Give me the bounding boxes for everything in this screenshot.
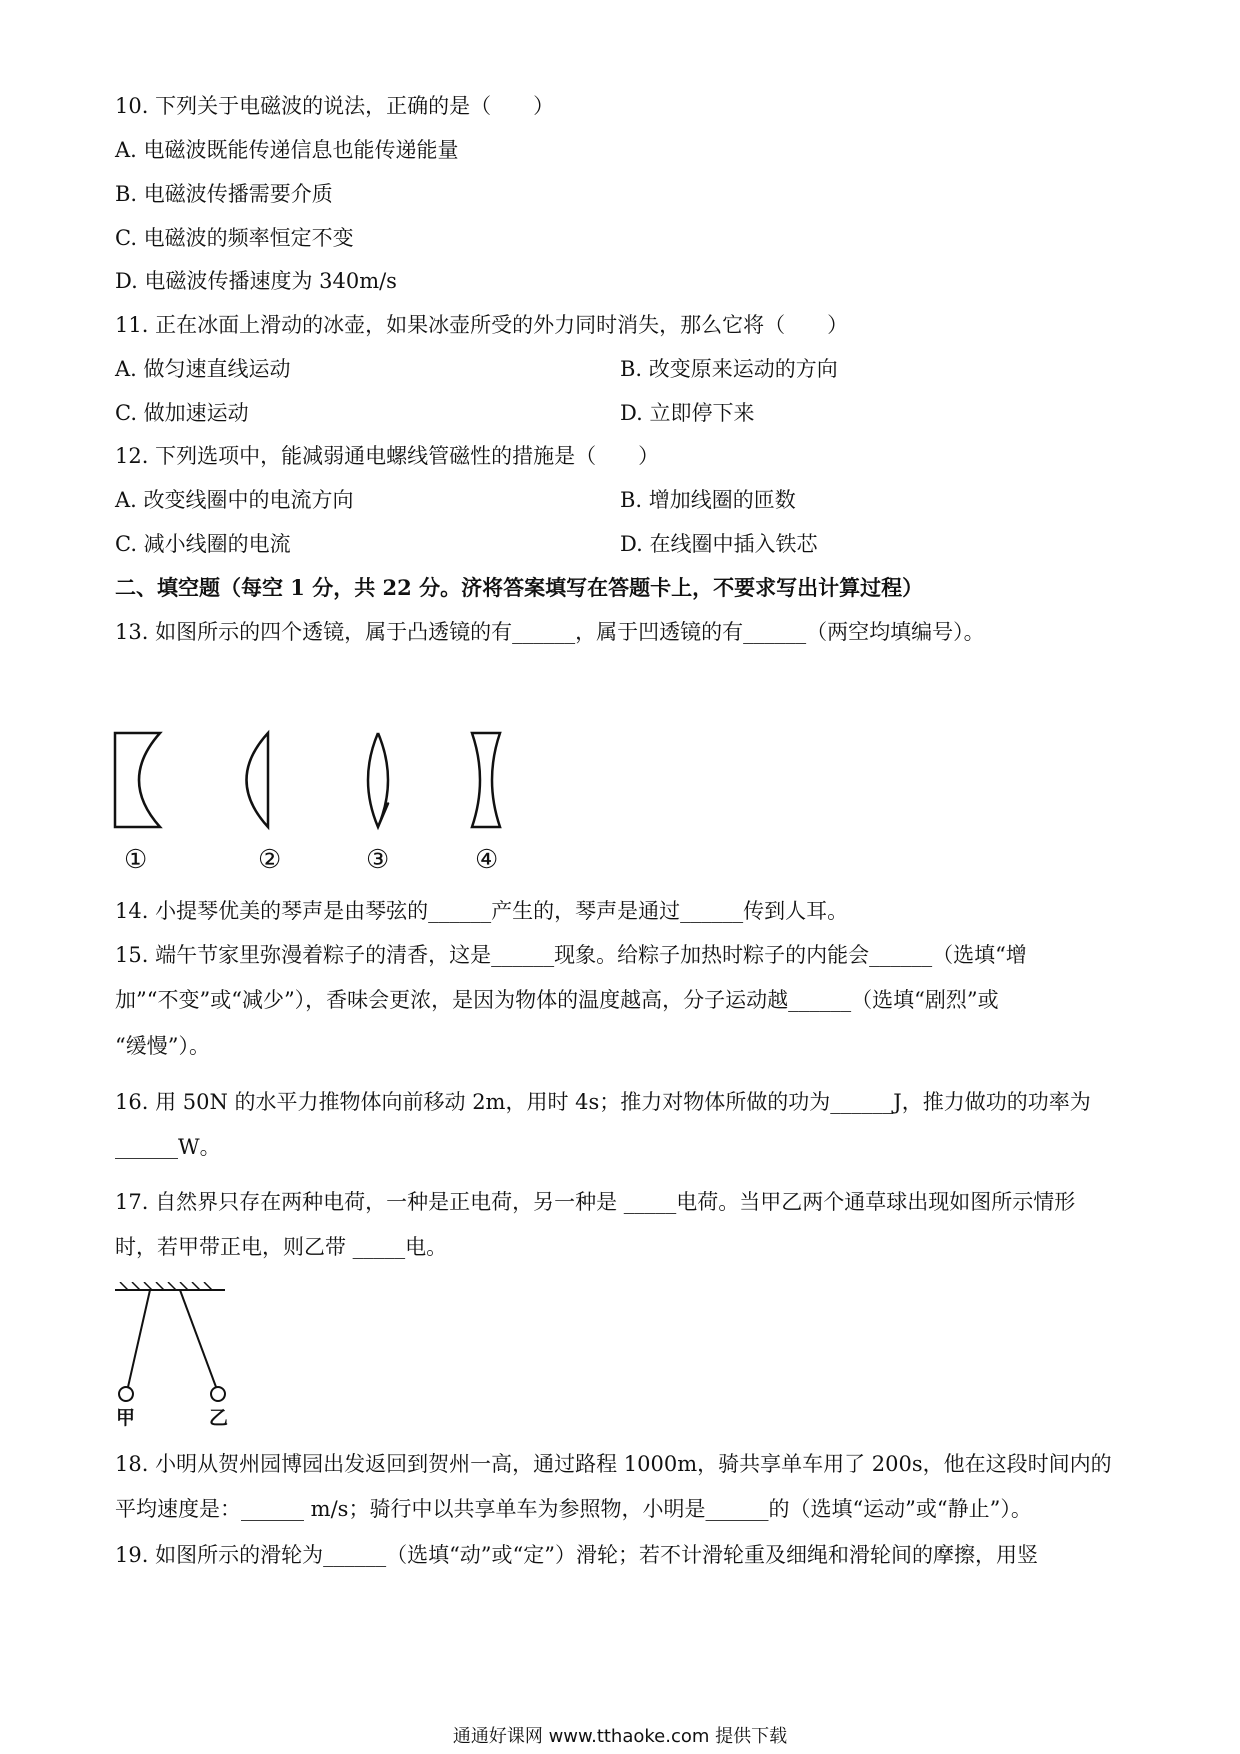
q12-stem: 12. 下列选项中，能减弱通电螺线管磁性的措施是（ ） bbox=[115, 444, 660, 468]
section-2-heading: 二、填空题（每空 1 分，共 22 分。济将答案填写在答题卡上，不要求写出计算过程） bbox=[115, 575, 924, 600]
q18-line-1: 18. 小明从贺州园博园出发返回到贺州一高，通过路程 1000m，骑共享单车用了 200s，他在这段时间内的 bbox=[115, 1452, 1112, 1476]
lens-3-shape bbox=[368, 733, 388, 827]
ball-label-jia: 甲 bbox=[116, 1407, 136, 1429]
q14-stem: 14. 小提琴优美的琴声是由琴弦的______产生的，琴声是通过______传到人耳。 bbox=[115, 899, 849, 923]
lens-4-shape bbox=[472, 733, 500, 827]
ball-left bbox=[119, 1387, 133, 1401]
q18-line-2: 平均速度是：______ m/s；骑行中以共享单车为参照物，小明是______的（选填“运动”或“静止”）。 bbox=[115, 1497, 1032, 1521]
q11-option-b: B. 改变原来运动的方向 bbox=[620, 357, 838, 381]
q11-stem: 11. 正在冰面上滑动的冰壶，如果冰壶所受的外力同时消失，那么它将（ ） bbox=[115, 313, 849, 337]
q12-option-b: B. 增加线圈的匝数 bbox=[620, 488, 796, 512]
q12-option-c: C. 减小线圈的电流 bbox=[115, 532, 291, 556]
lens-label-1: ① bbox=[124, 845, 148, 875]
q10-stem: 10. 下列关于电磁波的说法，正确的是（ ） bbox=[115, 94, 555, 118]
q17-line-2: 时，若甲带正电，则乙带 _____电。 bbox=[115, 1235, 448, 1259]
q13-stem: 13. 如图所示的四个透镜，属于凸透镜的有______，属于凹透镜的有______（两空均填编号）。 bbox=[115, 620, 985, 644]
lens-label-3: ③ bbox=[366, 845, 390, 875]
q12-option-a: A. 改变线圈中的电流方向 bbox=[115, 488, 354, 512]
lens-label-2: ② bbox=[258, 845, 282, 875]
lens-1-shape bbox=[115, 733, 160, 827]
footer-source: 通通好课网 www.tthaoke.com 提供下载 bbox=[452, 1726, 788, 1747]
q10-option-c: C. 电磁波的频率恒定不变 bbox=[115, 226, 354, 250]
q12-option-d: D. 在线圈中插入铁芯 bbox=[620, 532, 818, 556]
q15-line-3: “缓慢”）。 bbox=[115, 1034, 210, 1058]
q10-option-d: D. 电磁波传播速度为 340m/s bbox=[115, 269, 397, 293]
q11-option-c: C. 做加速运动 bbox=[115, 401, 249, 425]
thread-left bbox=[128, 1290, 150, 1387]
thread-right bbox=[180, 1290, 216, 1387]
q11-option-d: D. 立即停下来 bbox=[620, 401, 755, 425]
lens-label-4: ④ bbox=[475, 845, 499, 875]
q10-option-b: B. 电磁波传播需要介质 bbox=[115, 182, 333, 206]
q16-line-2: ______W。 bbox=[115, 1135, 221, 1159]
q19-stem: 19. 如图所示的滑轮为______（选填“动”或“定”）滑轮；若不计滑轮重及细绳和滑轮间的摩擦，用竖 bbox=[115, 1543, 1039, 1567]
ball-right bbox=[211, 1387, 225, 1401]
lens-2-shape bbox=[247, 733, 269, 827]
q10-option-a: A. 电磁波既能传递信息也能传递能量 bbox=[115, 138, 459, 162]
ball-label-yi: 乙 bbox=[209, 1407, 229, 1429]
q15-line-2: 加”“不变”或“减少”），香味会更浓，是因为物体的温度越高，分子运动越______（选填“剧烈”或 bbox=[115, 988, 999, 1012]
q11-option-a: A. 做匀速直线运动 bbox=[115, 357, 291, 381]
q15-line-1: 15. 端午节家里弥漫着粽子的清香，这是______现象。给粽子加热时粽子的内能会______（选填“增 bbox=[115, 943, 1027, 967]
q17-line-1: 17. 自然界只存在两种电荷，一种是正电荷，另一种是 _____电荷。当甲乙两个通草球出现如图所示情形 bbox=[115, 1190, 1076, 1214]
pith-ball-figure bbox=[110, 1282, 240, 1412]
q16-line-1: 16. 用 50N 的水平力推物体向前移动 2m，用时 4s；推力对物体所做的功为______J，推力做功的功率为 bbox=[115, 1090, 1091, 1114]
